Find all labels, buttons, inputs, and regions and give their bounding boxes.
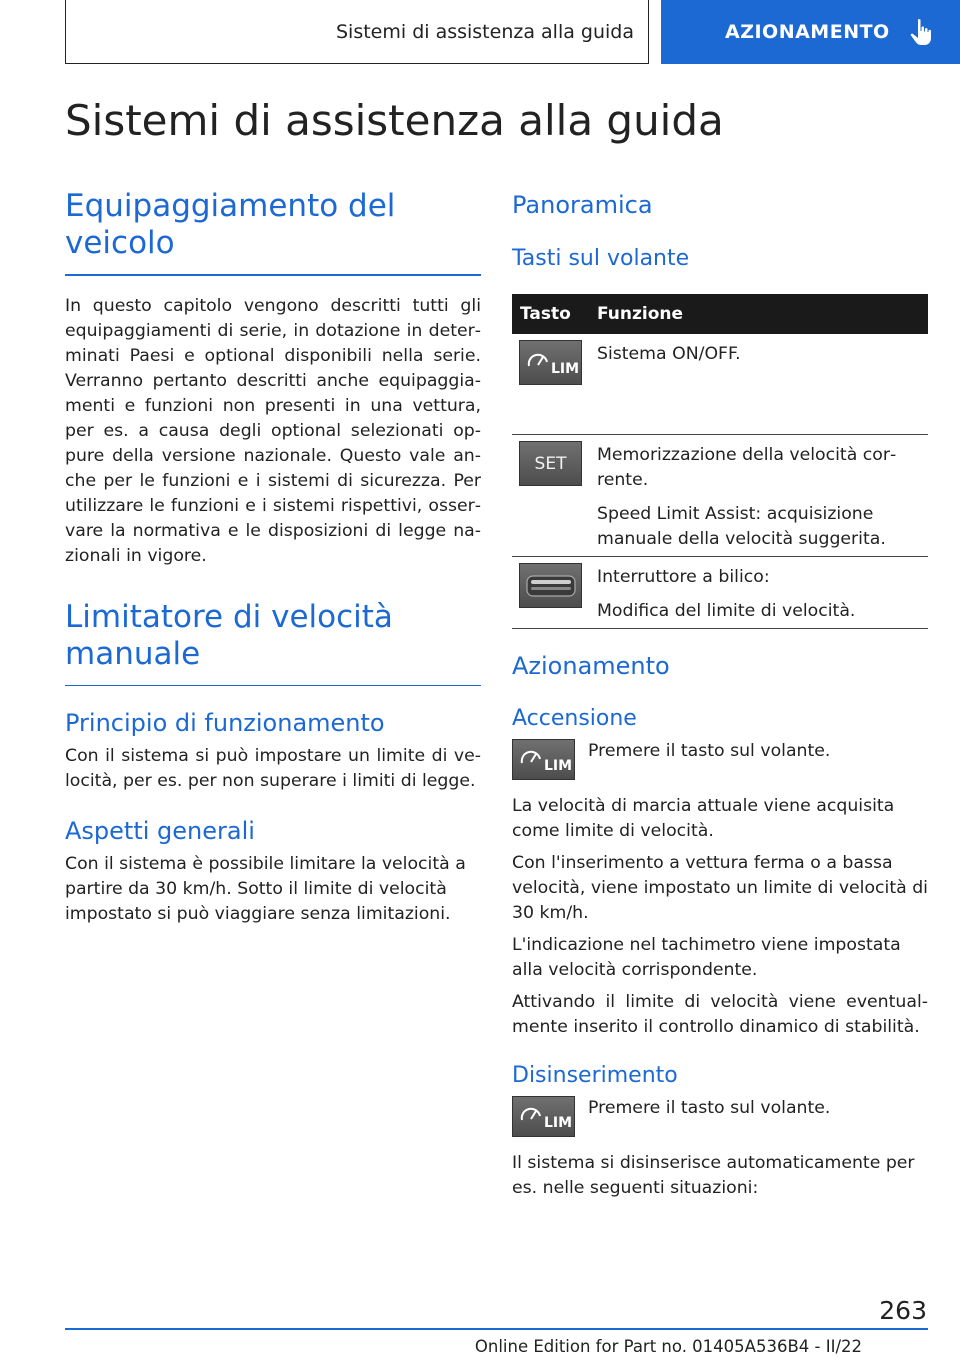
lim-label: LIM xyxy=(551,360,580,377)
row-function-text: Modifica del limite di velocità. xyxy=(597,601,856,621)
set-button-icon xyxy=(519,441,582,486)
page-number: 263 xyxy=(879,1296,927,1325)
switch-off-paragraph: Il sistema si disinserisce automaticamente per es. nelle seguenti situazioni: xyxy=(512,1153,915,1198)
row-function-text: Memorizzazione della velocità corrente. xyxy=(597,445,897,490)
table-row xyxy=(512,334,928,435)
switch-on-paragraph: La velocità di marcia attuale viene acquisita come limite di velocità. xyxy=(512,796,895,841)
row-function-text: Sistema ON/OFF. xyxy=(597,344,741,364)
heading-overview: Panoramica xyxy=(512,191,653,219)
speedometer-icon xyxy=(526,348,550,372)
left-column xyxy=(65,188,481,927)
switch-on-paragraph: L'indicazione nel tachimetro viene impostata alla velocità corrispondente. xyxy=(512,935,901,980)
hand-pointer-icon xyxy=(910,18,932,46)
general-paragraph: Con il sistema è possibile limitare la velocità a partire da 30 km/h. Sotto il limite di velocità impostato si può viaggiare senza limitazioni. xyxy=(65,854,466,924)
running-header-section xyxy=(661,0,960,64)
row-function-text: Interruttore a bilico: xyxy=(597,567,770,587)
section-label: AZIONAMENTO xyxy=(725,21,890,43)
footer-rule xyxy=(65,1328,928,1330)
lim-label: LIM xyxy=(544,1114,573,1131)
principle-paragraph: Con il sistema si può impostare un limite di velocità, per es. per non superare i limiti di legge. xyxy=(65,746,481,791)
rocker-switch-icon xyxy=(519,563,582,608)
heading-general: Aspetti generali xyxy=(65,817,255,845)
footer-edition: Online Edition for Part no. 01405A536B4 - II/22 xyxy=(474,1337,862,1356)
press-instruction xyxy=(512,739,928,780)
col-header-function: Funzione xyxy=(597,304,684,324)
page-title: Sistemi di assistenza alla guida xyxy=(65,96,724,145)
heading-switch-on: Accensione xyxy=(512,706,637,731)
lim-button-icon xyxy=(519,340,582,385)
lim-label: LIM xyxy=(544,757,573,774)
heading-speed-limiter: Limitatore di velocità manuale xyxy=(65,598,393,672)
table-row xyxy=(512,557,928,629)
heading-steering-buttons: Tasti sul volante xyxy=(512,246,690,271)
heading-rule xyxy=(65,685,481,687)
switch-on-paragraph: Con l'inserimento a vettura ferma o a bassa velocità, viene impostato un limite di velocità di 30 km/h. xyxy=(512,853,928,923)
table-row xyxy=(512,435,928,557)
table-header xyxy=(512,294,928,334)
speedometer-icon xyxy=(519,745,543,769)
buttons-table xyxy=(512,294,928,629)
speedometer-icon xyxy=(519,1102,543,1126)
chapter-label: Sistemi di assistenza alla guida xyxy=(335,20,634,43)
heading-switch-off: Disinserimento xyxy=(512,1063,678,1088)
press-text: Premere il tasto sul volante. xyxy=(588,741,831,761)
heading-operation: Azionamento xyxy=(512,652,670,680)
heading-equipment: Equipaggiamento del veicolo xyxy=(65,188,396,261)
lim-button-icon xyxy=(512,739,575,780)
equipment-paragraph: In questo capitolo vengono descritti tutti gli equipaggiamenti di serie, in dotazione in determinati Paesi e optional disponibili nella serie. Verranno pertanto descritti anche equipaggiamenti e funzioni non presenti in una vettura, per es. a causa degli optional selezionati oppure della versione nazionale. Questo vale anche per le funzioni e i sistemi di sicurezza. Per utilizzare le funzioni e i sistemi rispettivi, osservare la normativa e le disposizioni di legge nazionali in vigore. xyxy=(65,295,481,566)
right-column xyxy=(512,188,928,1201)
col-header-key: Tasto xyxy=(520,304,571,324)
switch-on-paragraph: Attivando il limite di velocità viene eventualmente inserito il controllo dinamico di stabilità. xyxy=(512,992,928,1037)
row-function-text: Speed Limit Assist: acquisizione manuale della velocità suggerita. xyxy=(597,504,886,549)
press-instruction xyxy=(512,1096,928,1137)
heading-rule xyxy=(65,274,481,276)
running-header-chapter xyxy=(65,0,649,64)
lim-button-icon xyxy=(512,1096,575,1137)
press-text: Premere il tasto sul volante. xyxy=(588,1098,831,1118)
set-label: SET xyxy=(534,453,567,474)
heading-principle: Principio di funzionamento xyxy=(65,709,385,737)
